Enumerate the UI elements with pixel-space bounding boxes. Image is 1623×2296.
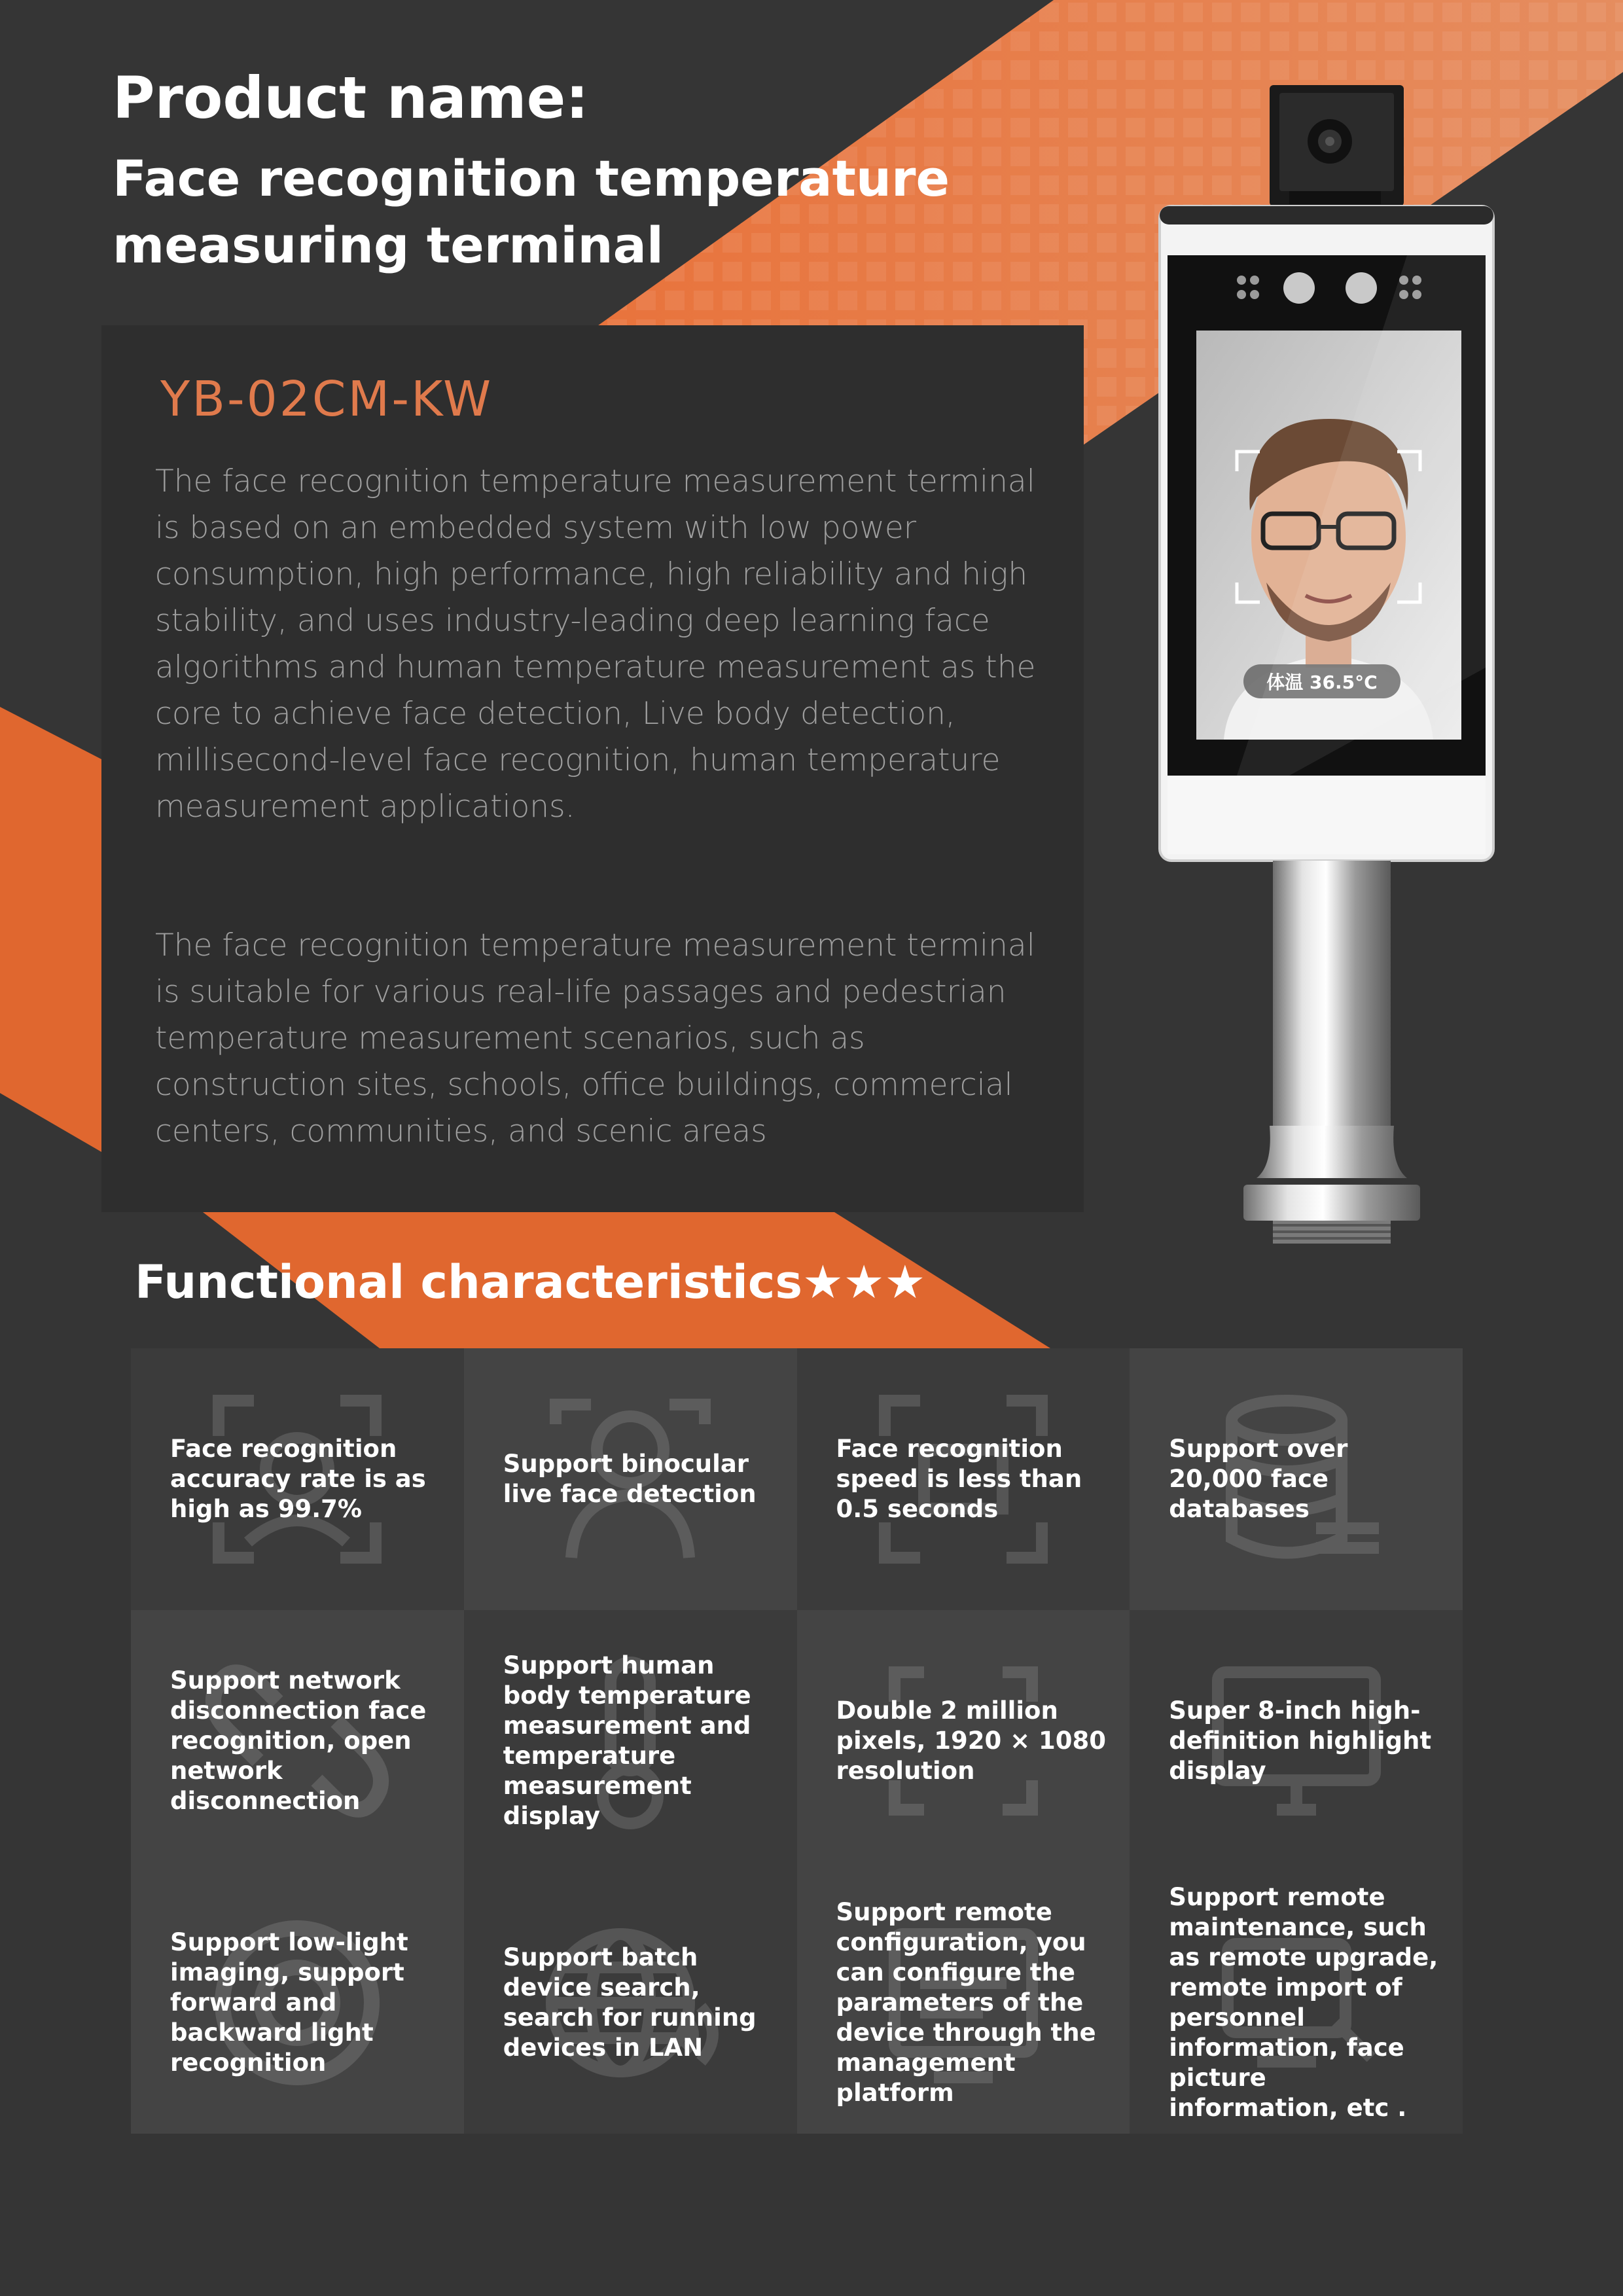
feature-text: Face recognition speed is less than 0.5 seconds [836,1435,1082,1523]
feature-cell [131,1872,464,2134]
feature-text: Super 8-inch high-definition highlight display [1169,1696,1432,1785]
model-code: YB-02CM-KW [160,371,493,427]
product-title: Face recognition temperature measuring terminal [113,149,950,274]
star-icons: ★★★ [802,1255,926,1309]
terminal-device-illustration [1158,79,1505,1250]
feature-cell [131,1348,464,1610]
feature-cell [131,1610,464,1872]
feature-text: Support remote configuration, you can configure the parameters of the device through the management platform [836,1898,1096,2107]
feature-cell [797,1348,1130,1610]
feature-text: Support binocular live face detection [503,1450,757,1508]
feature-cell [464,1872,797,2134]
product-name-label: Product name: [113,64,589,132]
description-paragraph: The face recognition temperature measurement terminal is suitable for various real-life passages and pedestrian temperature measurement scenarios, such as construction sites, schools, office buildings, commercial centers, communities, and scenic areas [155,927,1035,1149]
feature-cell [797,1872,1130,2134]
description-paragraph: The face recognition temperature measurement terminal is based on an embedded system with low power consumption, high performance, high reliability and high stability, and uses industry-leading deep learning face algorithms and human temperature measurement as the core to achieve face detection, Live body detection, millisecond-level face recognition, human temperature measurement applications. [155,463,1036,825]
feature-cell [464,1348,797,1610]
feature-text: Support over 20,000 face databases [1169,1435,1348,1523]
left-orange-shape [0,707,101,1152]
feature-cell [797,1610,1130,1872]
feature-text: Support remote maintenance, such as remote upgrade, remote import of personnel information, face picture information, etc . [1169,1883,1438,2122]
feature-text: Support network disconnection face recognition, open network disconnection [170,1666,427,1815]
feature-text: Double 2 million pixels, 1920 × 1080 resolution [836,1696,1106,1785]
feature-text: Support batch device search, search for running devices in LAN [503,1943,757,2062]
feature-cell [1130,1872,1463,2134]
features-heading [135,1255,925,1309]
device-pole [1273,861,1391,1162]
feature-cell [464,1610,797,1872]
temperature-badge-text: 体温 36.5°C [1266,672,1378,693]
features-grid [131,1348,1463,2134]
feature-cell [1130,1348,1463,1610]
device-base-nut [1243,1185,1420,1221]
feature-text: Support low-light imaging, support forward and backward light recognition [170,1928,408,2077]
camera-module [1270,85,1404,206]
features-heading-text: Functional characteristics [135,1255,803,1309]
description-panel [101,325,1084,1212]
feature-cell [1130,1610,1463,1872]
feature-text: Support human body temperature measurement and temperature measurement display [503,1651,751,1830]
feature-text: Face recognition accuracy rate is as high as 99.7% [170,1435,426,1523]
